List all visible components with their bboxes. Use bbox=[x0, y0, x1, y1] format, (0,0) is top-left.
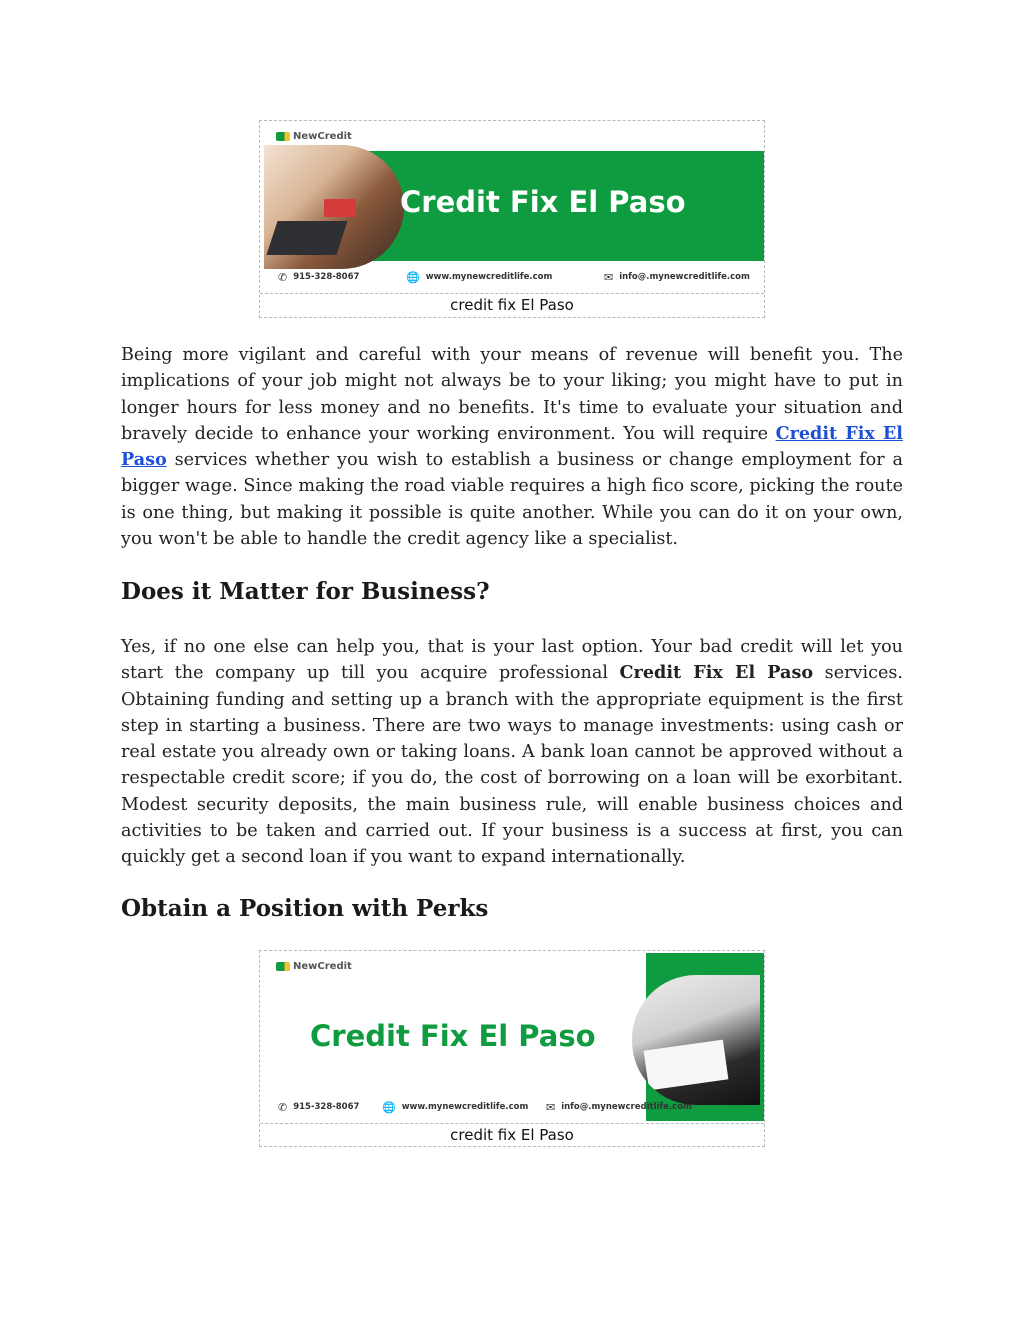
credit-fix-el-paso-link[interactable]: Credit Fix El Paso bbox=[121, 422, 903, 471]
globe-icon: 🌐 bbox=[382, 1100, 396, 1114]
credit-card-shape bbox=[324, 199, 356, 217]
credit-fix-banner-image-1 bbox=[262, 123, 764, 291]
phone-icon: ✆ bbox=[278, 1100, 288, 1114]
image-caption: credit fix El Paso bbox=[260, 1123, 764, 1147]
website-contact bbox=[382, 1101, 528, 1114]
email-contact bbox=[546, 1101, 692, 1114]
logo-text: NewCredit bbox=[293, 131, 352, 142]
intro-paragraph bbox=[121, 342, 903, 552]
phone-contact bbox=[278, 1101, 359, 1114]
phone-number: 915-328-8067 bbox=[293, 1102, 360, 1112]
newcredit-logo bbox=[276, 131, 352, 142]
website-text: www.mynewcreditlife.com bbox=[425, 272, 553, 282]
banner-title: Credit Fix El Paso bbox=[400, 185, 686, 219]
phone-contact bbox=[278, 271, 359, 284]
credit-fix-el-paso-bold: Credit Fix El Paso bbox=[619, 662, 814, 684]
intro-text-after: services whether you wish to establish a business or change employment for a bigger wage. Since making the road viable requires a high fico score, picking the route is one thing, but making it possible is quite another. While you can do it on your own, you won't be able to handle the credit agency like a specialist. bbox=[121, 450, 903, 550]
logo-text: NewCredit bbox=[293, 961, 352, 972]
intro-text-before: Being more vigilant and careful with your means of revenue will benefit you. The implications of your job might not always be to your liking; you might have to put in longer hours for less money and no benefits. It's time to evaluate your situation and bravely decide to enhance your working environment. You will require bbox=[121, 345, 903, 444]
email-text: info@.mynewcreditlife.com bbox=[561, 1102, 692, 1112]
contact-row bbox=[262, 269, 764, 285]
email-contact bbox=[604, 271, 750, 284]
contact-row bbox=[262, 1099, 764, 1115]
phone-number: 915-328-8067 bbox=[293, 272, 360, 282]
phone-icon: ✆ bbox=[278, 270, 288, 284]
website-contact bbox=[406, 271, 552, 284]
business-photo bbox=[632, 975, 760, 1105]
banner-figure-2 bbox=[259, 950, 765, 1147]
newcredit-logo-mark-icon bbox=[276, 962, 290, 971]
globe-icon: 🌐 bbox=[406, 270, 420, 284]
section-heading-perks: Obtain a Position with Perks bbox=[121, 895, 489, 922]
banner-figure-1 bbox=[259, 120, 765, 318]
mail-icon: ✉ bbox=[604, 270, 614, 284]
mail-icon: ✉ bbox=[546, 1100, 556, 1114]
paper-shape bbox=[644, 1040, 729, 1091]
business-text-before: Yes, if no one else can help you, that is your last option. Your bad credit will let you start the company up till you acquire professional bbox=[121, 637, 903, 684]
laptop-shape bbox=[266, 221, 347, 255]
newcredit-logo-mark-icon bbox=[276, 132, 290, 141]
section-heading-business: Does it Matter for Business? bbox=[121, 578, 490, 605]
laptop-card-photo bbox=[264, 145, 404, 269]
email-text: info@.mynewcreditlife.com bbox=[619, 272, 750, 282]
image-caption: credit fix El Paso bbox=[260, 293, 764, 317]
business-text-after: services. Obtaining funding and setting up a branch with the appropriate equipment is the first step in starting a business. There are two ways to manage investments: using cash or real estate you already own or taking loans. A bank loan cannot be approved without a respectable credit score; if you do, the cost of borrowing on a loan will be exorbitant. Modest security deposits, the main business rule, will enable business choices and activities to be taken and carried out. If your business is a success at first, you can quickly get a second loan if you want to expand internationally. bbox=[121, 663, 903, 868]
website-text: www.mynewcreditlife.com bbox=[401, 1102, 529, 1112]
business-paragraph bbox=[121, 634, 903, 871]
banner-title: Credit Fix El Paso bbox=[310, 1019, 596, 1053]
credit-fix-banner-image-2 bbox=[262, 953, 764, 1121]
newcredit-logo bbox=[276, 961, 352, 972]
